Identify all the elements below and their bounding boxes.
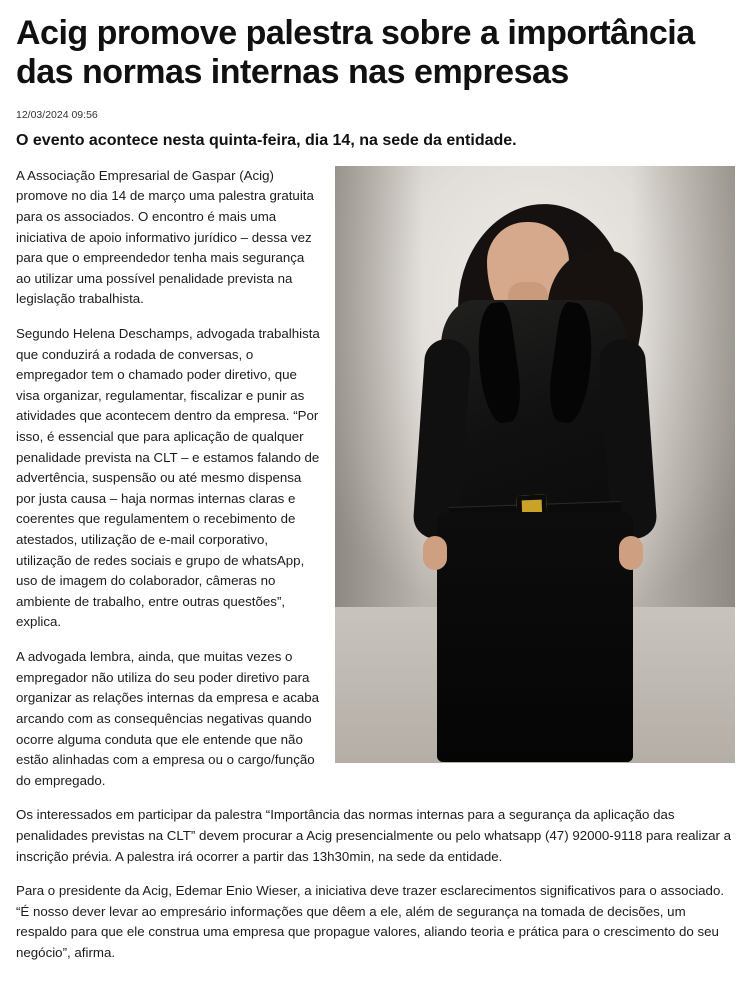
article-subhead: O evento acontece nesta quinta-feira, dia 14, na sede da entidade. <box>16 131 517 149</box>
article-timestamp: 12/03/2024 09:56 <box>16 108 98 121</box>
paragraph: Para o presidente da Acig, Edemar Enio Wieser, a iniciativa deve trazer esclarecimentos significativos para o associado. “É nosso dever levar ao empresário informações que dêem a ele, além de segurança na tomada de decisões, um respaldo para que ele construa uma empresa que propague valores, aliando teoria e prática para o crescimento do seu negócio”, afirma. <box>16 883 725 960</box>
article-photo <box>335 166 735 763</box>
paragraph: Segundo Helena Deschamps, advogada trabalhista que conduzirá a rodada de conversas, o empregador tem o chamado poder diretivo, que visa organizar, regulamentar, fiscalizar e punir as atividades que acontecem dentro da empresa. “Por isso, é essencial que para aplicação de qualquer penalidade prevista na CLT – e estamos falando de advertência, suspensão ou até mesmo dispensa por justa causa – haja normas internas claras e coerentes que regulamentem o recebimento de atestados, utilização de e-mail corporativo, utilização de redes sociais e grupo de whatsApp, uso de imagem do colaborador, câmeras no ambiente de trabalho, entre outras questões”, explica. <box>16 325 320 630</box>
paragraph: A Associação Empresarial de Gaspar (Acig) promove no dia 14 de março uma palestra gratuita para os associados. O encontro é mais uma iniciativa de apoio informativo jurídico – dessa vez para que o empreendedor tenha mais segurança ao utilizar uma possível penalidade prevista na legislação trabalhista. <box>16 167 314 307</box>
portrait-image <box>335 166 735 763</box>
paragraph: A advogada lembra, ainda, que muitas vezes o empregador não utiliza do seu poder diretivo para organizar as relações internas da empresa e acaba arcando com as consequências negativas quando ocorre alguma conduta que ele entende que não estão alinhadas com a empresa ou o cargo/função do empregado. <box>16 649 320 788</box>
article-column-full <box>16 805 735 963</box>
article-column-left <box>16 166 326 792</box>
article-body <box>16 166 735 978</box>
page-title: Acig promove palestra sobre a importância das normas internas nas empresas <box>16 14 695 92</box>
paragraph: Os interessados em participar da palestra “Importância das normas internas para a segurança da aplicação das penalidades previstas na CLT” devem procurar a Acig presencialmente ou pelo whatsapp (47) 92000-9118 para realizar a inscrição prévia. A palestra irá ocorrer a partir das 13h30min, na sede da entidade. <box>16 807 731 864</box>
